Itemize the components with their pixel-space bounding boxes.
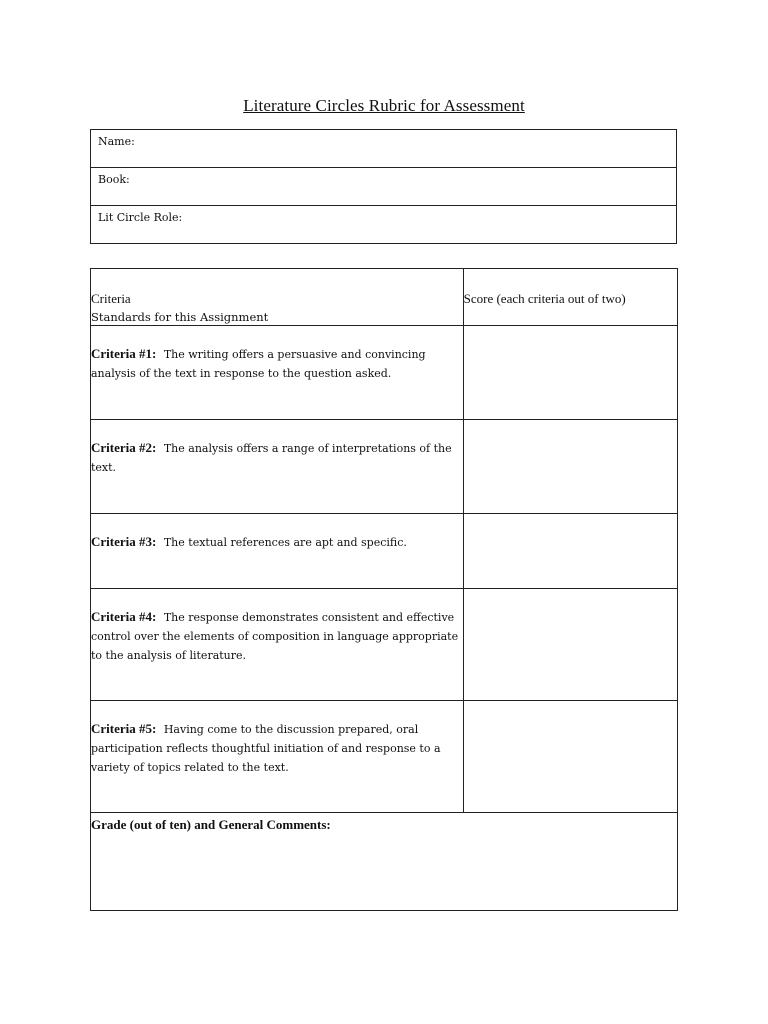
table-row (91, 701, 678, 813)
criteria-cell (91, 589, 464, 701)
criteria-description: The analysis offers a range of interpretations of the text. (91, 442, 452, 474)
criteria-cell (91, 420, 464, 514)
table-row (91, 514, 678, 589)
name-label: Name: (98, 135, 135, 148)
score-cell[interactable] (463, 514, 677, 589)
document-title: Literature Circles Rubric for Assessment (243, 96, 525, 115)
criteria-description: The response demonstrates consistent and effective control over the elements of composition in language appropriate to the analysis of literature. (91, 611, 459, 662)
score-cell[interactable] (463, 701, 677, 813)
criteria-number: Criteria #1: (91, 346, 157, 361)
criteria-cell (91, 701, 464, 813)
table-row (91, 420, 678, 514)
book-label: Book: (98, 173, 130, 186)
score-cell[interactable] (463, 326, 677, 420)
score-cell[interactable] (463, 420, 677, 514)
name-field[interactable] (91, 130, 676, 168)
student-info-box (90, 129, 677, 244)
grade-label: Grade (out of ten) and General Comments: (91, 817, 331, 832)
criteria-header: Criteria (91, 291, 131, 306)
criteria-description: Having come to the discussion prepared, oral participation reflects thoughtful initiation of and response to a variety of topics related to the text. (91, 723, 441, 774)
criteria-header-cell (91, 269, 464, 326)
grade-row (91, 813, 678, 911)
book-field[interactable] (91, 168, 676, 206)
rubric-table (90, 268, 678, 911)
grade-comments-cell[interactable] (91, 813, 678, 911)
criteria-cell (91, 326, 464, 420)
criteria-cell (91, 514, 464, 589)
table-row (91, 589, 678, 701)
score-cell[interactable] (463, 589, 677, 701)
table-row (91, 326, 678, 420)
criteria-number: Criteria #3: (91, 534, 157, 549)
score-header-cell (463, 269, 677, 326)
criteria-number: Criteria #5: (91, 721, 157, 736)
criteria-description: The textual references are apt and specific. (163, 536, 407, 549)
criteria-number: Criteria #4: (91, 609, 157, 624)
criteria-description: The writing offers a persuasive and convincing analysis of the text in response to the question asked. (91, 348, 426, 380)
lit-circle-role-field[interactable] (91, 206, 676, 243)
criteria-subheader: Standards for this Assignment (91, 310, 269, 324)
rubric-header-row (91, 269, 678, 326)
score-header: Score (each criteria out of two) (463, 291, 626, 306)
criteria-number: Criteria #2: (91, 440, 157, 455)
lit-circle-role-label: Lit Circle Role: (98, 211, 183, 224)
